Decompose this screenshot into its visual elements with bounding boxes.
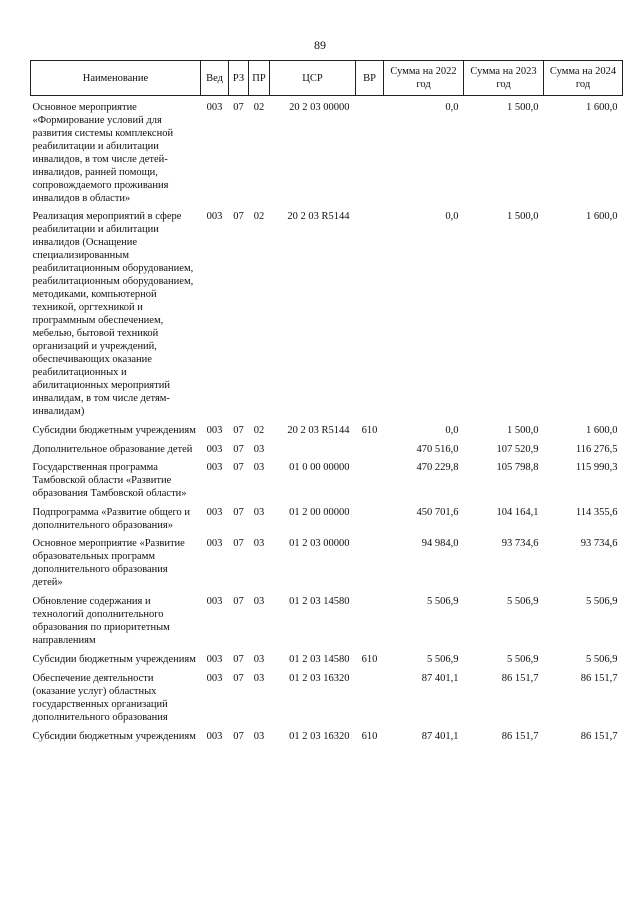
cell-sum-2023: 1 500,0 xyxy=(507,102,539,113)
table-row xyxy=(31,418,623,437)
cell-ved: 003 xyxy=(206,425,223,436)
cell-rz: 07 xyxy=(233,731,244,742)
header-name: Наименование xyxy=(31,61,201,96)
cell-sum-2024: 5 506,9 xyxy=(586,596,618,607)
cell-sum-2024: 1 600,0 xyxy=(586,425,618,436)
cell-vr xyxy=(356,456,384,500)
cell-sum-2022: 87 401,1 xyxy=(421,731,459,742)
cell-vr xyxy=(356,500,384,532)
page-number: 89 xyxy=(314,38,326,52)
cell-vr: 610 xyxy=(361,425,378,436)
header-pr: ПР xyxy=(249,61,270,96)
table-row xyxy=(31,589,623,647)
cell-sum-2022: 5 506,9 xyxy=(427,654,459,665)
table-row xyxy=(31,500,623,532)
cell-sum-2022: 94 984,0 xyxy=(421,538,459,549)
cell-rz: 07 xyxy=(233,596,244,607)
cell-pr: 03 xyxy=(253,731,265,742)
cell-csr: 01 2 03 00000 xyxy=(289,538,350,549)
cell-name: Реализация мероприятий в сфере реабилитации и абилитации инвалидов (Оснащение специализированным реабилитационным оборудованием, реабилитационным оборудованием, методиками, компьютерной техникой, оргтехникой и программным обеспечением, мебелью, бытовой техникой организаций и учреждений, обеспечивающих оказание реабилитационных и абилитационных мероприятий инвалидам, в том числе детям-инвалидам) xyxy=(32,211,194,417)
cell-csr: 20 2 03 00000 xyxy=(289,102,350,113)
cell-pr: 03 xyxy=(253,462,265,473)
cell-rz: 07 xyxy=(233,211,244,222)
header-csr: ЦСР xyxy=(270,61,356,96)
cell-csr: 01 0 00 00000 xyxy=(289,462,350,473)
cell-sum-2023: 5 506,9 xyxy=(507,654,539,665)
cell-sum-2023: 1 500,0 xyxy=(507,211,539,222)
cell-sum-2024: 116 276,5 xyxy=(575,444,618,455)
cell-sum-2023: 1 500,0 xyxy=(507,425,539,436)
header-vr: ВР xyxy=(356,61,384,96)
cell-rz: 07 xyxy=(233,673,244,684)
cell-ved: 003 xyxy=(206,596,223,607)
cell-pr: 03 xyxy=(253,596,265,607)
cell-rz: 07 xyxy=(233,444,244,455)
budget-table xyxy=(30,60,623,743)
cell-ved: 003 xyxy=(206,507,223,518)
cell-sum-2024: 1 600,0 xyxy=(586,102,618,113)
cell-ved: 003 xyxy=(206,654,223,665)
cell-sum-2022: 0,0 xyxy=(445,211,459,222)
cell-ved: 003 xyxy=(206,102,223,113)
cell-rz: 07 xyxy=(233,425,244,436)
cell-rz: 07 xyxy=(233,538,244,549)
cell-sum-2022: 470 229,8 xyxy=(416,462,459,473)
cell-csr: 01 2 03 14580 xyxy=(289,596,350,607)
cell-vr xyxy=(356,666,384,724)
cell-sum-2023: 93 734,6 xyxy=(501,538,539,549)
cell-name: Подпрограмма «Развитие общего и дополнительного образования» xyxy=(32,507,191,531)
cell-ved: 003 xyxy=(206,211,223,222)
cell-vr xyxy=(356,205,384,418)
cell-ved: 003 xyxy=(206,538,223,549)
header-ved: Вед xyxy=(201,61,229,96)
cell-csr: 01 2 00 00000 xyxy=(289,507,350,518)
cell-sum-2024: 5 506,9 xyxy=(586,654,618,665)
cell-sum-2022: 0,0 xyxy=(445,102,459,113)
cell-pr: 02 xyxy=(253,102,265,113)
cell-sum-2024: 86 151,7 xyxy=(580,673,618,684)
cell-csr xyxy=(270,437,356,456)
cell-pr: 03 xyxy=(253,444,265,455)
table-row xyxy=(31,724,623,743)
table-header-row xyxy=(31,61,623,96)
cell-vr: 610 xyxy=(361,731,378,742)
cell-name: Субсидии бюджетным учреждениям xyxy=(32,654,196,665)
cell-vr xyxy=(356,532,384,589)
cell-pr: 02 xyxy=(253,425,265,436)
cell-vr xyxy=(356,96,384,206)
cell-sum-2022: 470 516,0 xyxy=(416,444,459,455)
cell-sum-2023: 105 798,8 xyxy=(496,462,539,473)
cell-sum-2024: 115 990,3 xyxy=(575,462,618,473)
cell-sum-2024: 93 734,6 xyxy=(580,538,618,549)
cell-rz: 07 xyxy=(233,507,244,518)
cell-pr: 03 xyxy=(253,654,265,665)
cell-rz: 07 xyxy=(233,654,244,665)
cell-pr: 03 xyxy=(253,673,265,684)
cell-sum-2023: 86 151,7 xyxy=(501,731,539,742)
cell-sum-2022: 5 506,9 xyxy=(427,596,459,607)
cell-name: Основное мероприятие «Формирование условий для развития системы комплексной реабилитации и абилитации инвалидов, в том числе детей-инвалидов, ранней помощи, сопровождаемого проживания инвалидов в области» xyxy=(32,102,174,204)
cell-vr xyxy=(356,437,384,456)
cell-sum-2022: 87 401,1 xyxy=(421,673,459,684)
cell-csr: 01 2 03 14580 xyxy=(289,654,350,665)
table-row xyxy=(31,647,623,666)
cell-csr: 01 2 03 16320 xyxy=(289,673,350,684)
cell-sum-2023: 5 506,9 xyxy=(507,596,539,607)
cell-csr: 20 2 03 R5144 xyxy=(287,211,350,222)
header-rz: РЗ xyxy=(229,61,249,96)
header-sum-2023: Сумма на 2023 год xyxy=(464,61,544,96)
cell-sum-2023: 86 151,7 xyxy=(501,673,539,684)
cell-csr: 01 2 03 16320 xyxy=(289,731,350,742)
cell-sum-2023: 104 164,1 xyxy=(496,507,539,518)
cell-sum-2024: 114 355,6 xyxy=(575,507,618,518)
table-row xyxy=(31,96,623,206)
table-row xyxy=(31,532,623,589)
cell-name: Государственная программа Тамбовской области «Развитие образования Тамбовской области» xyxy=(32,462,187,499)
header-sum-2022: Сумма на 2022 год xyxy=(384,61,464,96)
cell-pr: 02 xyxy=(253,211,265,222)
table-row xyxy=(31,456,623,500)
cell-rz: 07 xyxy=(233,462,244,473)
cell-vr xyxy=(356,589,384,647)
cell-name: Дополнительное образование детей xyxy=(32,444,193,455)
cell-name: Субсидии бюджетным учреждениям xyxy=(32,731,196,742)
header-sum-2024: Сумма на 2024 год xyxy=(544,61,623,96)
cell-rz: 07 xyxy=(233,102,244,113)
cell-sum-2022: 450 701,6 xyxy=(416,507,459,518)
cell-name: Обеспечение деятельности (оказание услуг) областных государственных организаций дополнительного образования xyxy=(32,673,168,723)
cell-sum-2023: 107 520,9 xyxy=(496,444,539,455)
cell-name: Основное мероприятие «Развитие образовательных программ дополнительного образования детей» xyxy=(32,538,185,588)
cell-sum-2024: 1 600,0 xyxy=(586,211,618,222)
cell-pr: 03 xyxy=(253,538,265,549)
cell-pr: 03 xyxy=(253,507,265,518)
cell-sum-2024: 86 151,7 xyxy=(580,731,618,742)
table-row xyxy=(31,205,623,418)
cell-ved: 003 xyxy=(206,731,223,742)
cell-name: Обновление содержания и технологий дополнительного образования по приоритетным направлениям xyxy=(32,596,170,646)
cell-ved: 003 xyxy=(206,673,223,684)
cell-ved: 003 xyxy=(206,444,223,455)
cell-sum-2022: 0,0 xyxy=(445,425,459,436)
table-row xyxy=(31,437,623,456)
cell-ved: 003 xyxy=(206,462,223,473)
cell-vr: 610 xyxy=(361,654,378,665)
cell-csr: 20 2 03 R5144 xyxy=(287,425,350,436)
table-row xyxy=(31,666,623,724)
cell-name: Субсидии бюджетным учреждениям xyxy=(32,425,196,436)
